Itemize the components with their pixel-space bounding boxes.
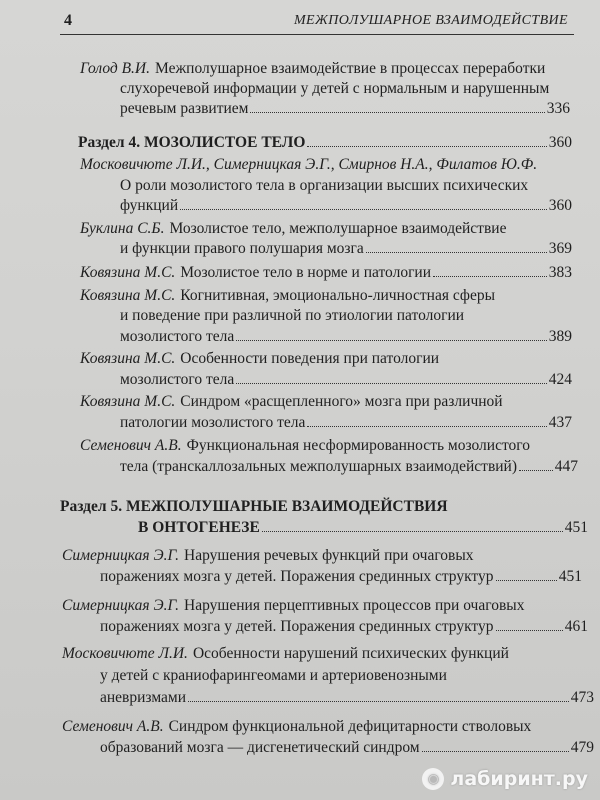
section-title: Раздел 5. МЕЖПОЛУШАРНЫЕ ВЗАИМОДЕЙСТВИЯ	[60, 498, 448, 515]
dot-leader	[180, 209, 547, 210]
toc-author: Ковязина М.С.	[80, 393, 176, 410]
toc-page-number: 360	[548, 134, 572, 151]
toc-page-number: 447	[554, 458, 578, 475]
page-number: 4	[64, 12, 72, 29]
watermark	[422, 768, 588, 790]
toc-title-line: Когнитивная, эмоционально-личностная сферы	[180, 287, 495, 304]
dot-leader	[262, 531, 563, 532]
dot-leader	[188, 701, 569, 702]
dot-leader	[366, 252, 547, 253]
toc-page-number: 389	[548, 328, 572, 345]
toc-title-line: Особенности поведения при патологии	[180, 350, 440, 367]
toc-page-number: 383	[548, 264, 572, 281]
dot-leader	[496, 580, 557, 581]
toc-author: Симерницкая Э.Г.	[62, 597, 180, 614]
watermark-brand: лабиринт.ру	[450, 768, 588, 790]
toc-page-number: 473	[570, 689, 594, 706]
toc-title-line: поражениях мозга у детей. Поражения срединных структур	[100, 568, 494, 585]
dot-leader	[519, 470, 553, 471]
dot-leader	[422, 751, 569, 752]
toc-page-number: 451	[564, 519, 588, 536]
toc-title-line: речевым развитием	[120, 100, 249, 117]
toc-author: Семенович А.В.	[62, 718, 164, 735]
toc-title-line: и поведение при различной по этиологии патологии	[120, 307, 465, 324]
dot-leader	[433, 276, 547, 277]
toc-title-line: Мозолистое тело в норме и патологии	[180, 264, 432, 281]
running-title: МЕЖПОЛУШАРНОЕ ВЗАИМОДЕЙСТВИЕ	[294, 13, 568, 28]
toc-author: Симерницкая Э.Г.	[62, 547, 180, 564]
toc-author: Ковязина М.С.	[80, 264, 176, 281]
toc-title-line: патологии мозолистого тела	[120, 414, 306, 431]
toc-title-line: Синдром «расщепленного» мозга при различной	[180, 393, 503, 410]
toc-title-line: функций	[120, 197, 179, 214]
toc-title-line: Особенности нарушений психических функций	[192, 645, 509, 662]
section-title: Раздел 4. МОЗОЛИСТОЕ ТЕЛО	[78, 134, 306, 151]
toc-title-line: поражениях мозга у детей. Поражения срединных структур	[100, 618, 494, 635]
toc-title-line: и функции правого полушария мозга	[120, 240, 364, 257]
toc-page-number: 424	[548, 371, 572, 388]
dot-leader	[307, 146, 546, 147]
toc-author: Семенович А.В.	[80, 437, 182, 454]
dot-leader	[496, 630, 563, 631]
toc-author: Голод В.И.	[80, 60, 150, 77]
toc-title-line: О роли мозолистого тела в организации высших психических	[120, 177, 529, 194]
dot-leader	[236, 340, 547, 341]
toc-author: Ковязина М.С.	[80, 350, 176, 367]
toc-title-line: мозолистого тела	[120, 328, 235, 345]
toc-page-number: 360	[548, 197, 572, 214]
toc-title-line: у детей с краниофарингеомами и артериовенозными	[100, 667, 447, 684]
toc-title-line: Межполушарное взаимодействие в процессах переработки	[155, 60, 546, 77]
toc-page-number: 336	[546, 100, 570, 117]
toc-page-number: 437	[548, 414, 572, 431]
toc-title-line: мозолистого тела	[120, 371, 235, 388]
toc-page-number: 369	[548, 240, 572, 257]
toc-author: Буклина С.Б.	[80, 220, 165, 237]
dot-leader	[250, 112, 544, 113]
section-title: В ОНТОГЕНЕЗЕ	[138, 519, 260, 536]
toc-title-line: Нарушения речевых функций при очаговых	[184, 547, 474, 564]
labyrinth-logo-icon: ◉	[422, 768, 444, 790]
toc-author: Московичюте Л.И.	[62, 645, 188, 662]
toc-title-line: Функциональная несформированность мозолистого	[186, 437, 530, 454]
toc-page-number: 461	[564, 618, 588, 635]
toc-page-number: 451	[558, 568, 582, 585]
toc-title-line: Мозолистое тело, межполушарное взаимодействие	[169, 220, 507, 237]
toc-page-number: 479	[570, 739, 594, 756]
dot-leader	[236, 383, 547, 384]
dot-leader	[307, 426, 546, 427]
toc-author: Московичюте Л.И., Симерницкая Э.Г., Смирнов Н.А., Филатов Ю.Ф.	[80, 156, 538, 173]
toc-title-line: Нарушения перцептивных процессов при очаговых	[184, 597, 525, 614]
toc-title-line: аневризмами	[100, 689, 187, 706]
toc-author: Ковязина М.С.	[80, 287, 176, 304]
toc-title-line: слухоречевой информации у детей с нормальным и нарушенным	[120, 80, 550, 97]
toc-title-line: тела (транскаллозальных межполушарных взаимодействий)	[120, 458, 518, 475]
toc-title-line: образований мозга — дисгенетический синдром	[100, 739, 420, 756]
toc-title-line: Синдром функциональной дефицитарности стволовых	[168, 718, 532, 735]
